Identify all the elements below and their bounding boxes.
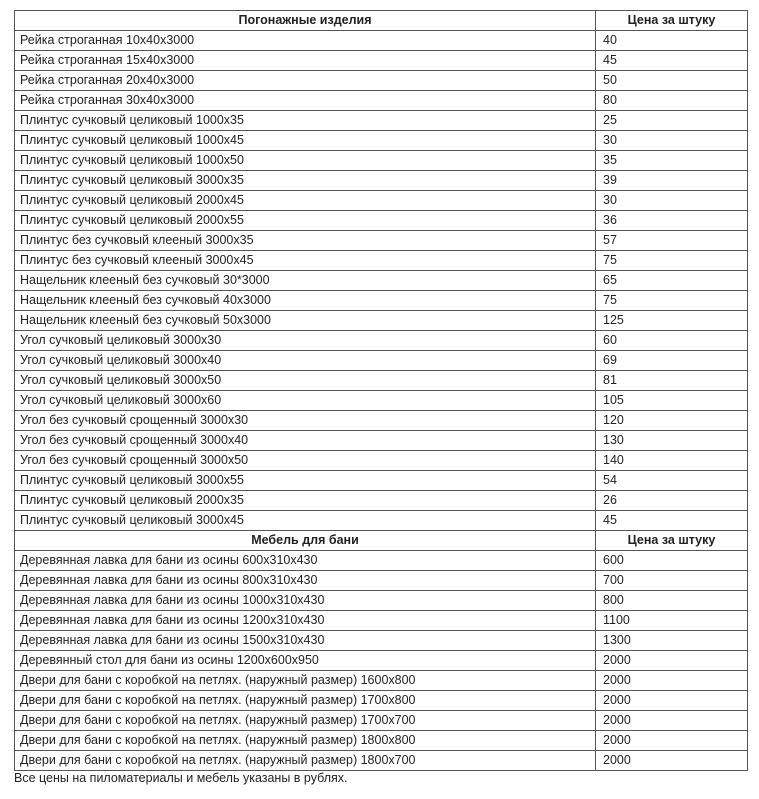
table-row: [15, 591, 748, 611]
product-name: Двери для бани с коробкой на петлях. (наружный размер) 1700х700: [15, 711, 596, 731]
table-row: [15, 331, 748, 351]
product-name: Угол сучковый целиковый 3000х40: [15, 351, 596, 371]
table-row: [15, 391, 748, 411]
table-row: [15, 631, 748, 651]
product-price: 39: [596, 171, 748, 191]
table-row: [15, 371, 748, 391]
table-row: [15, 171, 748, 191]
price-table: [14, 10, 748, 771]
product-name: Нащельник клееный без сучковый 30*3000: [15, 271, 596, 291]
product-name: Плинтус сучковый целиковый 2000х35: [15, 491, 596, 511]
table-row: [15, 671, 748, 691]
product-price: 2000: [596, 651, 748, 671]
table-row: [15, 691, 748, 711]
table-row: [15, 271, 748, 291]
product-price: 57: [596, 231, 748, 251]
product-name: Плинтус сучковый целиковый 1000х45: [15, 131, 596, 151]
section-title: Мебель для бани: [15, 531, 596, 551]
table-row: [15, 311, 748, 331]
table-row: [15, 731, 748, 751]
product-price: 125: [596, 311, 748, 331]
product-name: Рейка строганная 30х40х3000: [15, 91, 596, 111]
product-price: 800: [596, 591, 748, 611]
table-row: [15, 71, 748, 91]
product-name: Деревянная лавка для бани из осины 1500х310х430: [15, 631, 596, 651]
section-header-row: [15, 11, 748, 31]
product-price: 75: [596, 291, 748, 311]
table-row: [15, 571, 748, 591]
section-title: Погонажные изделия: [15, 11, 596, 31]
product-price: 25: [596, 111, 748, 131]
product-name: Нащельник клееный без сучковый 40х3000: [15, 291, 596, 311]
product-price: 36: [596, 211, 748, 231]
table-row: [15, 151, 748, 171]
table-row: [15, 751, 748, 771]
product-name: Угол без сучковый срощенный 3000х50: [15, 451, 596, 471]
product-price: 30: [596, 191, 748, 211]
product-price: 26: [596, 491, 748, 511]
product-name: Нащельник клееный без сучковый 50х3000: [15, 311, 596, 331]
table-row: [15, 491, 748, 511]
product-price: 80: [596, 91, 748, 111]
product-price: 140: [596, 451, 748, 471]
price-column-header: Цена за штуку: [596, 531, 748, 551]
product-name: Угол сучковый целиковый 3000х60: [15, 391, 596, 411]
product-name: Плинтус сучковый целиковый 3000х45: [15, 511, 596, 531]
table-row: [15, 451, 748, 471]
table-row: [15, 411, 748, 431]
product-name: Деревянная лавка для бани из осины 600х310х430: [15, 551, 596, 571]
product-name: Угол без сучковый срощенный 3000х30: [15, 411, 596, 431]
product-name: Угол без сучковый срощенный 3000х40: [15, 431, 596, 451]
product-name: Плинтус сучковый целиковый 3000х55: [15, 471, 596, 491]
product-price: 2000: [596, 751, 748, 771]
product-price: 1100: [596, 611, 748, 631]
table-row: [15, 651, 748, 671]
product-price: 35: [596, 151, 748, 171]
product-price: 75: [596, 251, 748, 271]
table-row: [15, 191, 748, 211]
product-price: 1300: [596, 631, 748, 651]
product-name: Деревянный стол для бани из осины 1200х600х950: [15, 651, 596, 671]
table-row: [15, 471, 748, 491]
footnote: Все цены на пиломатериалы и мебель указаны в рублях.: [14, 771, 348, 785]
product-name: Деревянная лавка для бани из осины 1000х310х430: [15, 591, 596, 611]
product-name: Плинтус сучковый целиковый 1000х35: [15, 111, 596, 131]
product-price: 120: [596, 411, 748, 431]
product-price: 45: [596, 51, 748, 71]
product-price: 54: [596, 471, 748, 491]
table-row: [15, 431, 748, 451]
product-name: Угол сучковый целиковый 3000х30: [15, 331, 596, 351]
product-name: Двери для бани с коробкой на петлях. (наружный размер) 1600х800: [15, 671, 596, 691]
table-row: [15, 51, 748, 71]
product-price: 2000: [596, 671, 748, 691]
table-row: [15, 711, 748, 731]
product-price: 60: [596, 331, 748, 351]
product-price: 69: [596, 351, 748, 371]
section-header-row: [15, 531, 748, 551]
product-name: Плинтус сучковый целиковый 3000х35: [15, 171, 596, 191]
product-price: 65: [596, 271, 748, 291]
product-name: Деревянная лавка для бани из осины 1200х310х430: [15, 611, 596, 631]
product-price: 50: [596, 71, 748, 91]
product-price: 81: [596, 371, 748, 391]
product-name: Рейка строганная 15х40х3000: [15, 51, 596, 71]
product-name: Плинтус сучковый целиковый 2000х55: [15, 211, 596, 231]
table-row: [15, 251, 748, 271]
table-row: [15, 231, 748, 251]
product-name: Двери для бани с коробкой на петлях. (наружный размер) 1700х800: [15, 691, 596, 711]
product-name: Угол сучковый целиковый 3000х50: [15, 371, 596, 391]
product-name: Плинтус сучковый целиковый 1000х50: [15, 151, 596, 171]
table-row: [15, 131, 748, 151]
product-name: Плинтус сучковый целиковый 2000х45: [15, 191, 596, 211]
product-price: 45: [596, 511, 748, 531]
product-price: 2000: [596, 731, 748, 751]
product-price: 40: [596, 31, 748, 51]
product-price: 30: [596, 131, 748, 151]
product-price: 2000: [596, 691, 748, 711]
table-row: [15, 351, 748, 371]
product-name: Двери для бани с коробкой на петлях. (наружный размер) 1800х700: [15, 751, 596, 771]
product-price: 130: [596, 431, 748, 451]
product-price: 700: [596, 571, 748, 591]
table-row: [15, 31, 748, 51]
table-row: [15, 611, 748, 631]
price-column-header: Цена за штуку: [596, 11, 748, 31]
product-price: 600: [596, 551, 748, 571]
product-name: Деревянная лавка для бани из осины 800х310х430: [15, 571, 596, 591]
product-name: Плинтус без сучковый клееный 3000х45: [15, 251, 596, 271]
product-price: 105: [596, 391, 748, 411]
table-row: [15, 511, 748, 531]
table-row: [15, 211, 748, 231]
table-row: [15, 91, 748, 111]
product-price: 2000: [596, 711, 748, 731]
product-name: Плинтус без сучковый клееный 3000х35: [15, 231, 596, 251]
table-row: [15, 551, 748, 571]
product-name: Рейка строганная 10х40х3000: [15, 31, 596, 51]
product-name: Двери для бани с коробкой на петлях. (наружный размер) 1800х800: [15, 731, 596, 751]
table-row: [15, 111, 748, 131]
table-row: [15, 291, 748, 311]
product-name: Рейка строганная 20х40х3000: [15, 71, 596, 91]
